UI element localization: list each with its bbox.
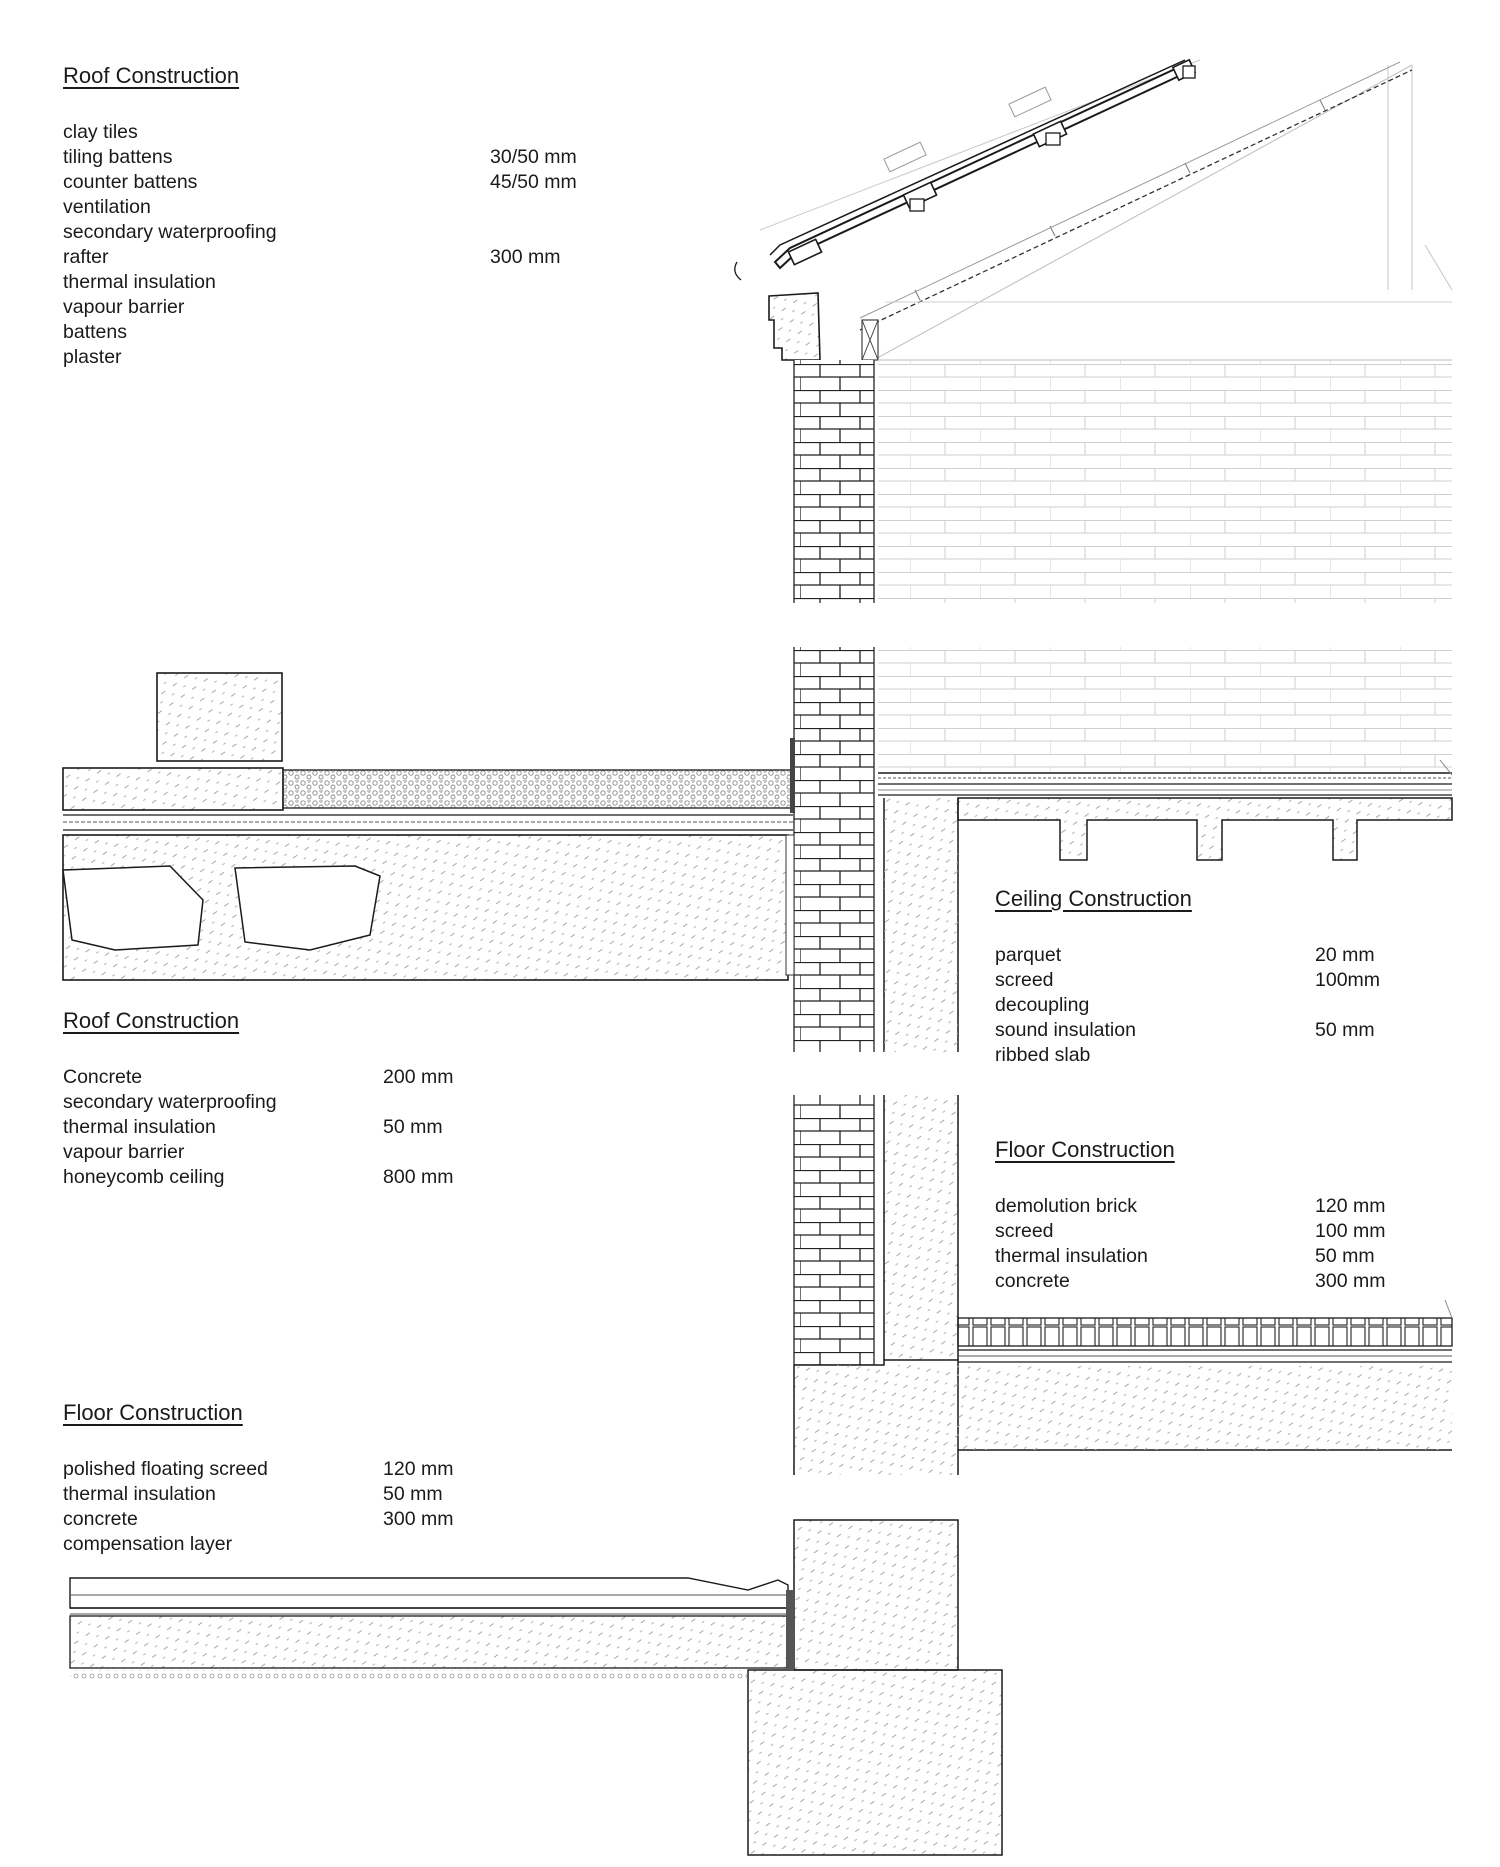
spec-title: Floor Construction xyxy=(63,1400,243,1425)
spec-row-name: Concrete xyxy=(63,1066,143,1088)
spec-row xyxy=(63,270,277,295)
spec-row-value: 200 mm xyxy=(383,1066,454,1088)
spec-row xyxy=(63,120,277,145)
spec-row-value: 30/50 mm xyxy=(490,146,577,168)
spec-row-name: rafter xyxy=(63,246,109,268)
spec-row xyxy=(63,220,277,245)
spec-row-value: 50 mm xyxy=(383,1116,443,1138)
spec-row-name: parquet xyxy=(995,944,1062,966)
spec-row-name: decoupling xyxy=(995,994,1090,1016)
spec-row-name: secondary waterproofing xyxy=(63,1091,277,1113)
spec-row-name: ventilation xyxy=(63,196,151,218)
spec-row xyxy=(63,1482,443,1507)
spec-row-name: thermal insulation xyxy=(995,1245,1148,1267)
spec-row xyxy=(63,1140,277,1165)
spec-row xyxy=(63,1457,454,1482)
spec-row-value: 50 mm xyxy=(1315,1245,1375,1267)
spec-row-value: 300 mm xyxy=(1315,1270,1386,1292)
spec-row-name: vapour barrier xyxy=(63,1141,185,1163)
spec-row xyxy=(995,1043,1192,1068)
spec-row xyxy=(995,993,1192,1018)
spec-title: Roof Construction xyxy=(63,63,240,88)
spec-row-name: plaster xyxy=(63,346,122,368)
spec-row-name: honeycomb ceiling xyxy=(63,1166,225,1188)
spec-row-value: 300 mm xyxy=(383,1508,454,1530)
spec-row-value: 100mm xyxy=(1315,969,1381,991)
spec-title: Ceiling Construction xyxy=(995,886,1192,911)
spec-row-value: 50 mm xyxy=(1315,1019,1375,1041)
spec-title: Floor Construction xyxy=(995,1137,1175,1162)
spec-ceiling-construction xyxy=(995,886,1381,1068)
spec-roof-construction-pitched xyxy=(63,63,577,370)
spec-row xyxy=(63,295,277,320)
spec-row-value: 120 mm xyxy=(1315,1195,1386,1217)
spec-row-name: counter battens xyxy=(63,171,198,193)
spec-row xyxy=(63,245,561,270)
spec-row-name: compensation layer xyxy=(63,1533,233,1555)
spec-row-name: secondary waterproofing xyxy=(63,221,277,243)
spec-row-name: concrete xyxy=(63,1508,138,1530)
spec-row xyxy=(63,1532,268,1557)
spec-row xyxy=(63,145,577,170)
spec-row-name: vapour barrier xyxy=(63,296,185,318)
spec-row xyxy=(995,968,1381,993)
spec-row-name: concrete xyxy=(995,1270,1070,1292)
spec-row-value: 800 mm xyxy=(383,1166,454,1188)
spec-row xyxy=(63,1165,454,1190)
spec-row xyxy=(63,170,577,195)
spec-row xyxy=(63,1115,443,1140)
spec-title: Roof Construction xyxy=(63,1008,240,1033)
spec-row xyxy=(63,1090,277,1115)
spec-row xyxy=(63,320,277,345)
pitched-roof-eaves xyxy=(735,60,1452,362)
spec-row xyxy=(63,195,277,220)
spec-row-name: thermal insulation xyxy=(63,1483,216,1505)
spec-row xyxy=(995,1244,1375,1269)
spec-row-name: tiling battens xyxy=(63,146,173,168)
spec-row-value: 50 mm xyxy=(383,1483,443,1505)
spec-row-name: screed xyxy=(995,969,1054,991)
spec-row-name: screed xyxy=(995,1220,1054,1242)
flat-roof-section xyxy=(63,673,795,980)
spec-row-value: 300 mm xyxy=(490,246,561,268)
spec-row xyxy=(995,1219,1386,1244)
spec-row-value: 100 mm xyxy=(1315,1220,1386,1242)
spec-roof-construction-flat xyxy=(63,1008,454,1190)
spec-row-value: 20 mm xyxy=(1315,944,1375,966)
spec-row-name: ribbed slab xyxy=(995,1044,1091,1066)
spec-row xyxy=(995,943,1375,968)
spec-row xyxy=(995,1194,1386,1219)
spec-row-name: clay tiles xyxy=(63,121,138,143)
spec-row xyxy=(995,1269,1386,1294)
spec-row xyxy=(995,1018,1375,1043)
spec-row-name: polished floating screed xyxy=(63,1458,268,1480)
spec-row-name: thermal insulation xyxy=(63,271,216,293)
spec-row-name: sound insulation xyxy=(995,1019,1136,1041)
spec-floor-construction-ground xyxy=(63,1400,454,1557)
spec-row xyxy=(63,1065,454,1090)
spec-floor-construction-upper xyxy=(995,1137,1386,1294)
spec-row-value: 45/50 mm xyxy=(490,171,577,193)
spec-row-name: demolution brick xyxy=(995,1195,1137,1217)
spec-row-name: battens xyxy=(63,321,127,343)
ground-floor-foundation xyxy=(70,1520,1002,1855)
spec-row xyxy=(63,1507,454,1532)
spec-row-name: thermal insulation xyxy=(63,1116,216,1138)
spec-row-value: 120 mm xyxy=(383,1458,454,1480)
spec-row xyxy=(63,345,277,370)
